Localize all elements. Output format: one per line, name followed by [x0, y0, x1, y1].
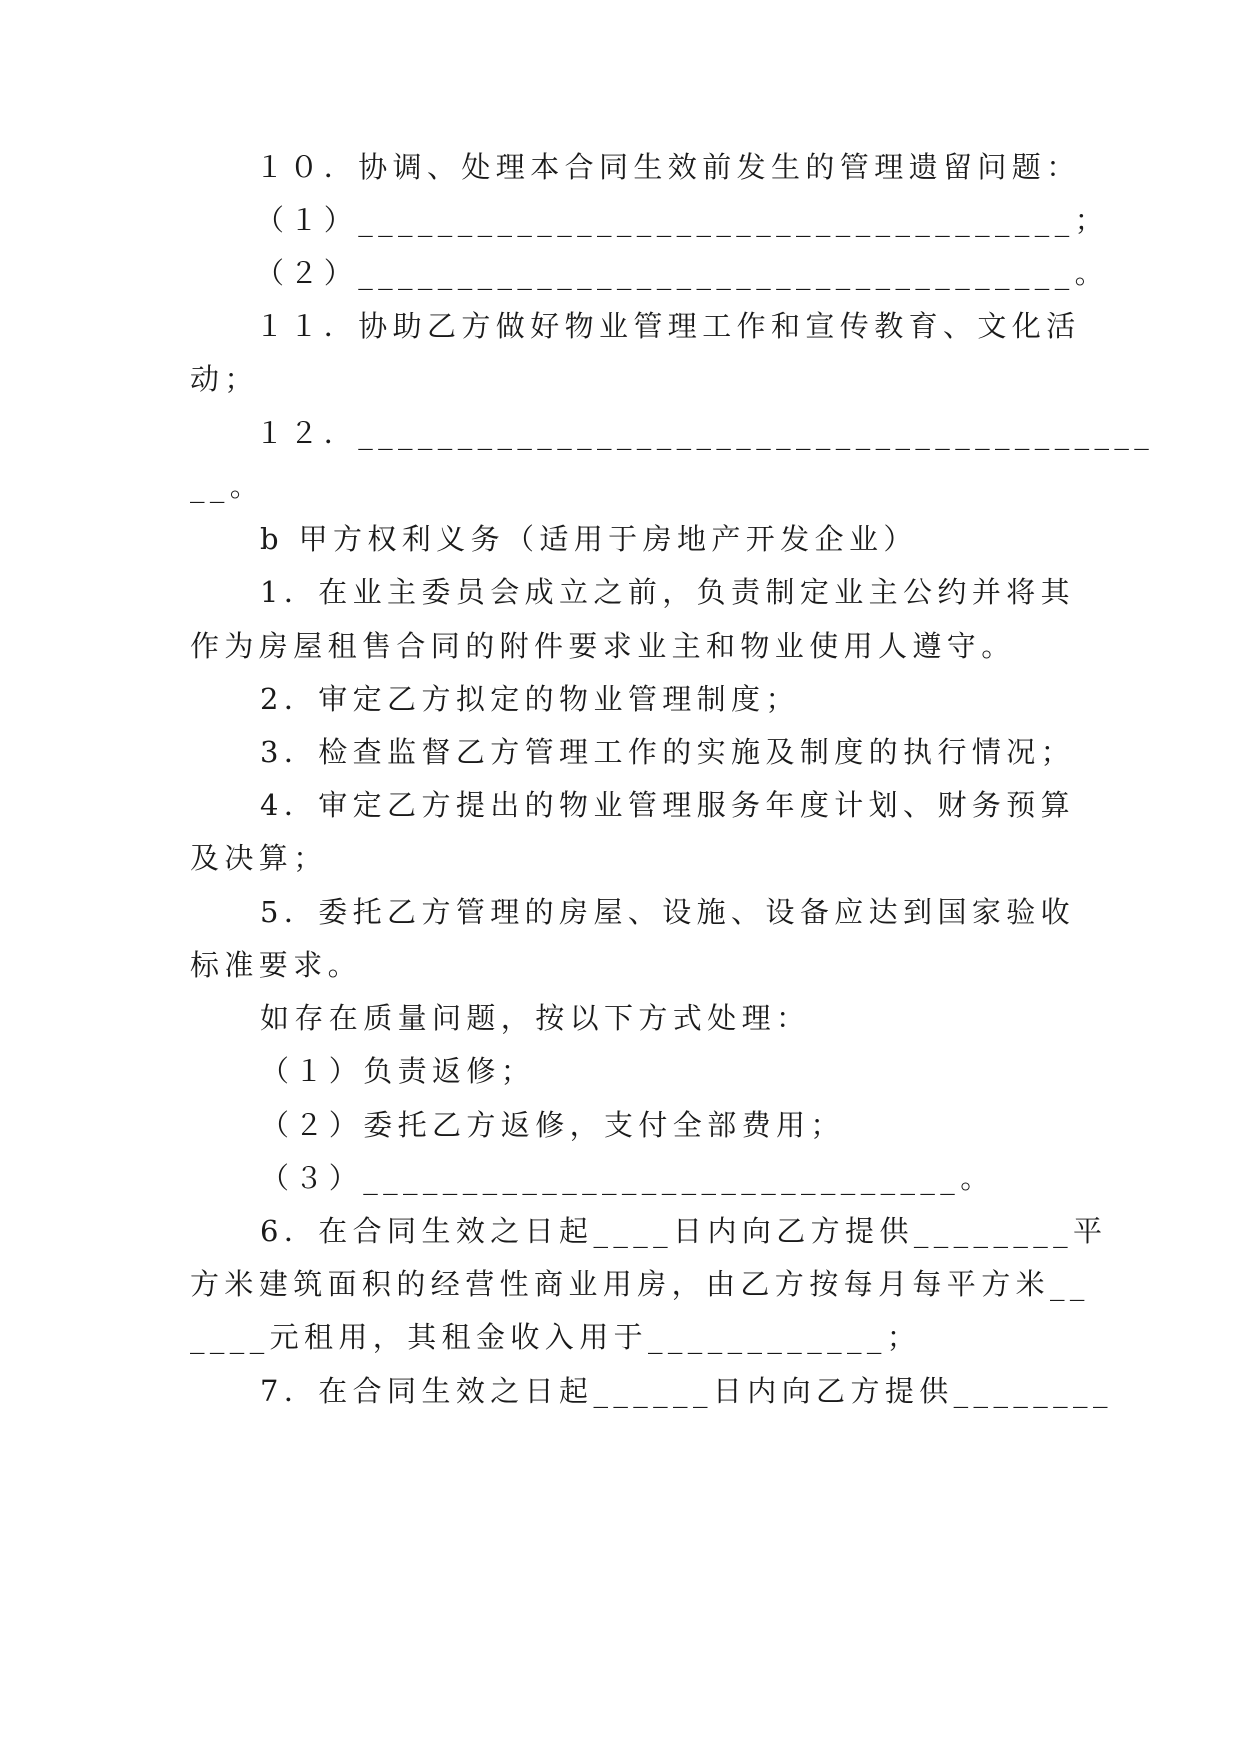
section-heading: b 甲方权利义务（适用于房地产开发企业） [260, 522, 918, 556]
text-line: 动； [190, 362, 259, 396]
text-line: 2．审定乙方拟定的物业管理制度； [260, 682, 800, 716]
text-line: 方米建筑面积的经营性商业用房，由乙方按每月每平方米__ [190, 1267, 1090, 1301]
text-line: （２）____________________________________。 [255, 256, 1109, 290]
text-line: 及决算； [190, 841, 328, 875]
text-line: __。 [190, 469, 265, 503]
text-line: 4．审定乙方提出的物业管理服务年度计划、财务预算 [260, 788, 1076, 822]
text-line: １１．协助乙方做好物业管理工作和宣传教育、文化活 [255, 309, 1081, 343]
text-line: 7．在合同生效之日起______日内向乙方提供________ [260, 1374, 1113, 1408]
text-line: 1．在业主委员会成立之前，负责制定业主公约并将其 [260, 575, 1076, 609]
text-line: 5．委托乙方管理的房屋、设施、设备应达到国家验收 [260, 895, 1076, 929]
text-line: 3．检查监督乙方管理工作的实施及制度的执行情况； [260, 735, 1076, 769]
text-line: （３）______________________________。 [260, 1161, 995, 1195]
text-line: １２．________________________________________ [255, 416, 1155, 450]
text-line: （２）委托乙方返修，支付全部费用； [260, 1108, 845, 1142]
text-line: 作为房屋租售合同的附件要求业主和物业使用人遵守。 [190, 629, 1016, 663]
text-line: １０．协调、处理本合同生效前发生的管理遗留问题： [255, 150, 1081, 184]
text-line: 6．在合同生效之日起____日内向乙方提供________平 [260, 1214, 1108, 1248]
text-line: （１）负责返修； [260, 1054, 536, 1088]
text-line: 如存在质量问题，按以下方式处理： [260, 1001, 811, 1035]
text-line: 标准要求。 [190, 948, 363, 982]
text-line: ____元租用，其租金收入用于____________； [190, 1320, 922, 1354]
text-line: （１）____________________________________； [255, 203, 1109, 237]
